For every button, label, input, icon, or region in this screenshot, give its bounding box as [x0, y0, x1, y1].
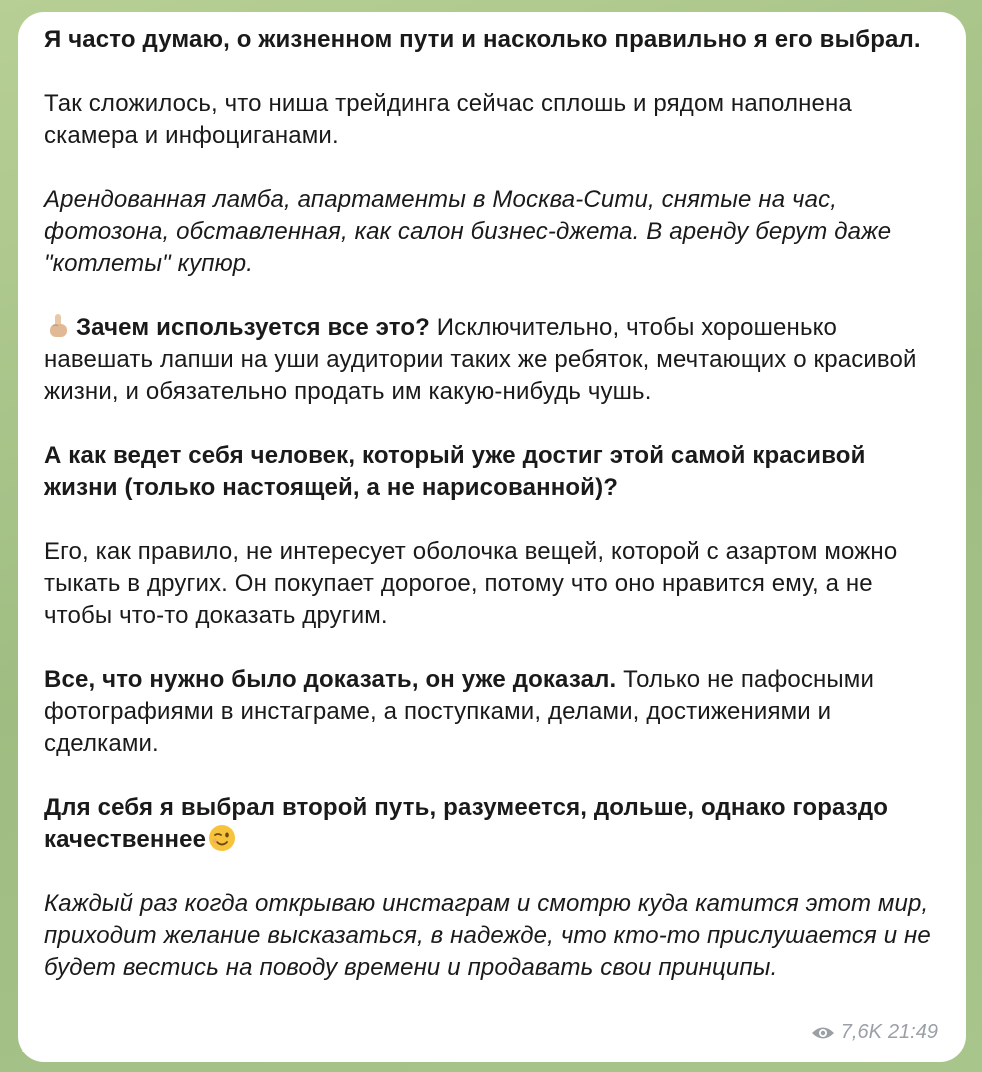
message-bubble[interactable]: [18, 12, 966, 1062]
message-text: [44, 24, 942, 984]
views-count: 7,6K: [840, 1021, 882, 1043]
paragraph-4-rest: Исключительно, чтобы хорошенько навешать лапши на уши аудитории таких же ребяток, мечтающих о красивой жизни, и обязательно продать им какую-нибудь чушь.: [44, 314, 917, 405]
paragraph-1: Я часто думаю, о жизненном пути и насколько правильно я его выбрал.: [44, 26, 921, 53]
paragraph-8-text: Для себя я выбрал второй путь, разумеется, дольше, однако гораздо качественнее: [44, 794, 889, 853]
winking-face-icon: [208, 824, 236, 852]
paragraph-6: Его, как правило, не интересует оболочка вещей, которой с азартом можно тыкать в других. Он покупает дорогое, потому что оно нравится ему, а не чтобы что-то доказать другим.: [44, 538, 898, 629]
paragraph-5: А как ведет себя человек, который уже достиг этой самой красивой жизни (только настоящей, а не нарисованной)?: [44, 442, 866, 501]
bubble-tail: [22, 1024, 52, 1052]
index-pointing-up-icon: [44, 312, 72, 340]
paragraph-4-bold: Зачем используется все это?: [76, 314, 430, 341]
paragraph-9: Каждый раз когда открываю инстаграм и смотрю куда катится этот мир, приходит желание высказаться, в надежде, что кто-то прислушается и не будет вестись на поводу времени и продавать свои принципы.: [44, 890, 931, 981]
paragraph-3: Арендованная ламба, апартаменты в Москва-Сити, снятые на час, фотозона, обставленная, как салон бизнес-джета. В аренду берут даже "котлеты" купюр.: [44, 186, 892, 277]
message-time: 21:49: [887, 1021, 938, 1043]
paragraph-8: [44, 792, 942, 856]
paragraph-7-rest: Только не пафосными фотографиями в инстаграме, а поступками, делами, достижениями и сделками.: [44, 666, 875, 757]
paragraph-7: [44, 664, 942, 760]
paragraph-2: Так сложилось, что ниша трейдинга сейчас сплошь и рядом наполнена скамера и инфоциганами.: [44, 90, 852, 149]
paragraph-7-bold: Все, что нужно было доказать, он уже доказал.: [44, 666, 617, 693]
eye-icon: [811, 1025, 835, 1041]
message-meta: [811, 1021, 938, 1044]
paragraph-4: [44, 312, 942, 408]
